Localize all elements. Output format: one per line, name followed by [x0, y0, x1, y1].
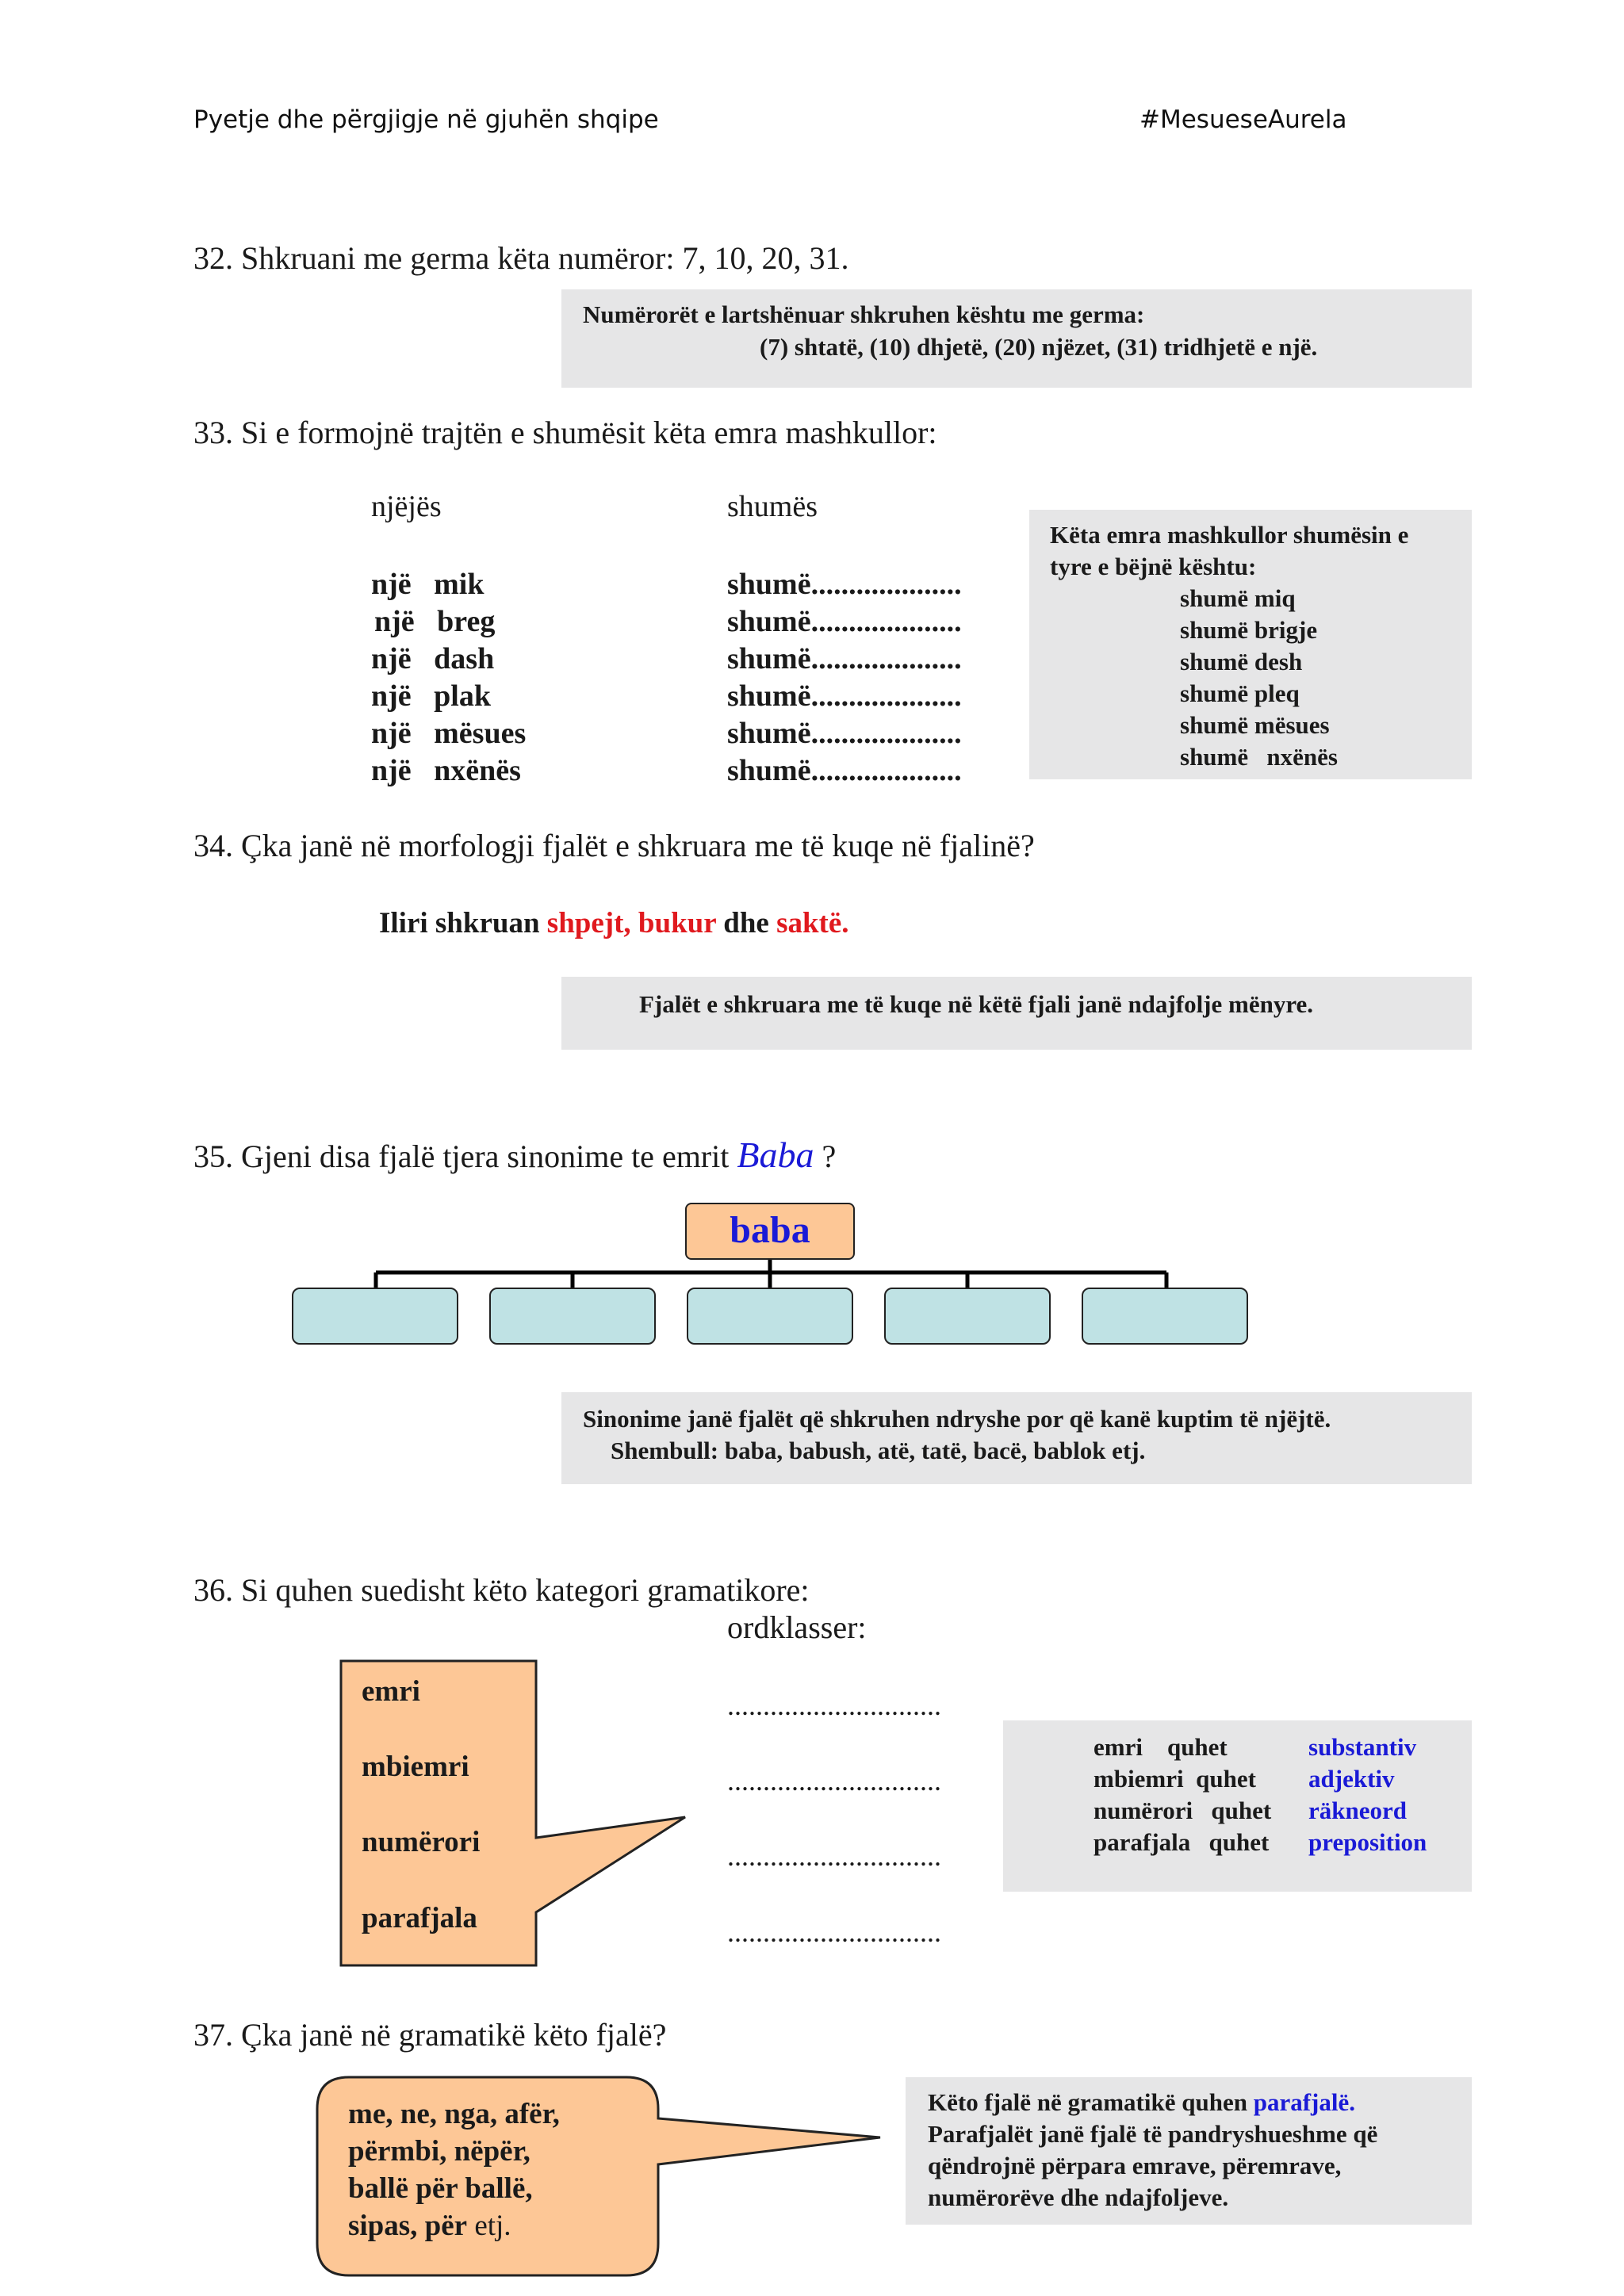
translation-blank[interactable]: .............................. — [727, 1916, 941, 1948]
column-singular: njëjës — [371, 490, 442, 523]
ordklasser-label: ordklasser: — [727, 1609, 867, 1645]
answer-37-line4: numërorëve dhe ndajfoljeve. — [928, 2183, 1229, 2211]
plural-answer: shumë brigje — [1180, 616, 1318, 644]
plural-blank[interactable]: shumë.................... — [727, 642, 962, 675]
plural-answer: shumë pleq — [1180, 679, 1300, 707]
red-word: saktë. — [776, 907, 849, 939]
term-label: numërori quhet — [1094, 1797, 1272, 1824]
question-36: 36. Si quhen suedisht këto kategori gramatikore: — [193, 1572, 810, 1608]
preposition-line — [348, 2209, 511, 2243]
sentence-part: Iliri shkruan — [379, 907, 547, 939]
plural-blank[interactable]: shumë.................... — [727, 568, 962, 601]
plural-answer: shumë miq — [1180, 584, 1296, 612]
answer-32-line1: Numërorët e lartshënuar shkruhen kështu me germa: — [583, 300, 1145, 328]
plural-answer: shumë nxënës — [1180, 743, 1338, 771]
preposition-etj: etj. — [467, 2210, 511, 2242]
answer-33-line1: Këta emra mashkullor shumësin e — [1050, 521, 1409, 549]
answer-35-line2: Shembull: baba, babush, atë, tatë, bacë, bablok etj. — [611, 1437, 1146, 1464]
plural-blank[interactable]: shumë.................... — [727, 605, 962, 638]
answer-37-line2: Parafjalët janë fjalë të pandryshueshme që — [928, 2120, 1378, 2148]
answer-box-37 — [906, 2077, 1472, 2225]
answer-35-line1: Sinonime janë fjalët që shkruhen ndryshe por që kanë kuptim të njëjtë. — [583, 1405, 1331, 1433]
category-word: parafjala — [362, 1902, 477, 1934]
answer-37-word: parafjalë. — [1253, 2088, 1355, 2116]
header-tag: #MesueseAurela — [1139, 105, 1347, 134]
answer-33-line2: tyre e bëjnë kështu: — [1050, 553, 1257, 580]
category-word: emri — [362, 1675, 420, 1708]
red-word: shpejt — [546, 907, 624, 939]
answer-34: Fjalët e shkruara me të kuqe në këtë fjali janë ndajfolje mënyre. — [639, 990, 1314, 1018]
plural-blank[interactable]: shumë.................... — [727, 754, 962, 787]
translation-blank[interactable]: .............................. — [727, 1840, 941, 1872]
answer-37-line3: qëndrojnë përpara emrave, përemrave, — [928, 2152, 1342, 2179]
term-label: emri quhet — [1094, 1733, 1228, 1761]
question-37: 37. Çka janë në gramatikë këto fjalë? — [193, 2017, 667, 2053]
plural-answer: shumë mësues — [1180, 711, 1330, 739]
column-plural: shumës — [727, 490, 818, 523]
swedish-term: räkneord — [1308, 1797, 1407, 1824]
singular-word: një mësues — [371, 717, 527, 750]
red-word: bukur — [638, 907, 716, 939]
singular-word: një breg — [374, 605, 496, 638]
category-word: mbiemri — [362, 1751, 469, 1783]
preposition-line: ballë për ballë, — [348, 2172, 533, 2205]
answer-32-line2: (7) shtatë, (10) dhjetë, (20) njëzet, (31) tridhjetë e një. — [760, 333, 1318, 361]
preposition-line: përmbi, nëpër, — [348, 2135, 530, 2168]
singular-word: një dash — [371, 642, 495, 675]
plural-answer: shumë desh — [1180, 648, 1303, 675]
term-label: parafjala quhet — [1094, 1828, 1270, 1856]
question-35-word: Baba — [737, 1135, 814, 1175]
answer-37-line1 — [928, 2088, 1355, 2117]
translation-blank[interactable]: .............................. — [727, 1765, 941, 1797]
question-33: 33. Si e formojnë trajtën e shumësit këta emra mashkullor: — [193, 415, 937, 450]
term-label: mbiemri quhet — [1094, 1765, 1256, 1793]
sentence-comma: , — [623, 907, 638, 939]
preposition-line: me, ne, nga, afër, — [348, 2098, 560, 2130]
preposition-last: sipas, për — [348, 2210, 468, 2242]
singular-word: një nxënës — [371, 754, 521, 787]
question-35-text: 35. Gjeni disa fjalë tjera sinonime te emrit — [193, 1138, 737, 1174]
singular-word: një mik — [371, 568, 485, 601]
swedish-term: substantiv — [1308, 1733, 1417, 1761]
singular-word: një plak — [371, 679, 491, 713]
swedish-term: adjektiv — [1308, 1765, 1395, 1793]
synonym-root-label: baba — [730, 1209, 810, 1251]
question-34: 34. Çka janë në morfologji fjalët e shkruara me të kuqe në fjalinë? — [193, 828, 1035, 863]
swedish-term: preposition — [1308, 1828, 1427, 1856]
header-title: Pyetje dhe përgjigje në gjuhën shqipe — [193, 105, 659, 134]
category-word: numërori — [362, 1826, 481, 1858]
answer-37-pre: Këto fjalë në gramatikë quhen — [928, 2088, 1254, 2116]
translation-blank[interactable]: .............................. — [727, 1689, 941, 1721]
plural-blank[interactable]: shumë.................... — [727, 717, 962, 750]
question-35-end: ? — [814, 1138, 837, 1174]
plural-blank[interactable]: shumë.................... — [727, 679, 962, 713]
question-32: 32. Shkruani me germa këta numëror: 7, 10, 20, 31. — [193, 240, 849, 276]
sentence-part: dhe — [716, 907, 777, 939]
